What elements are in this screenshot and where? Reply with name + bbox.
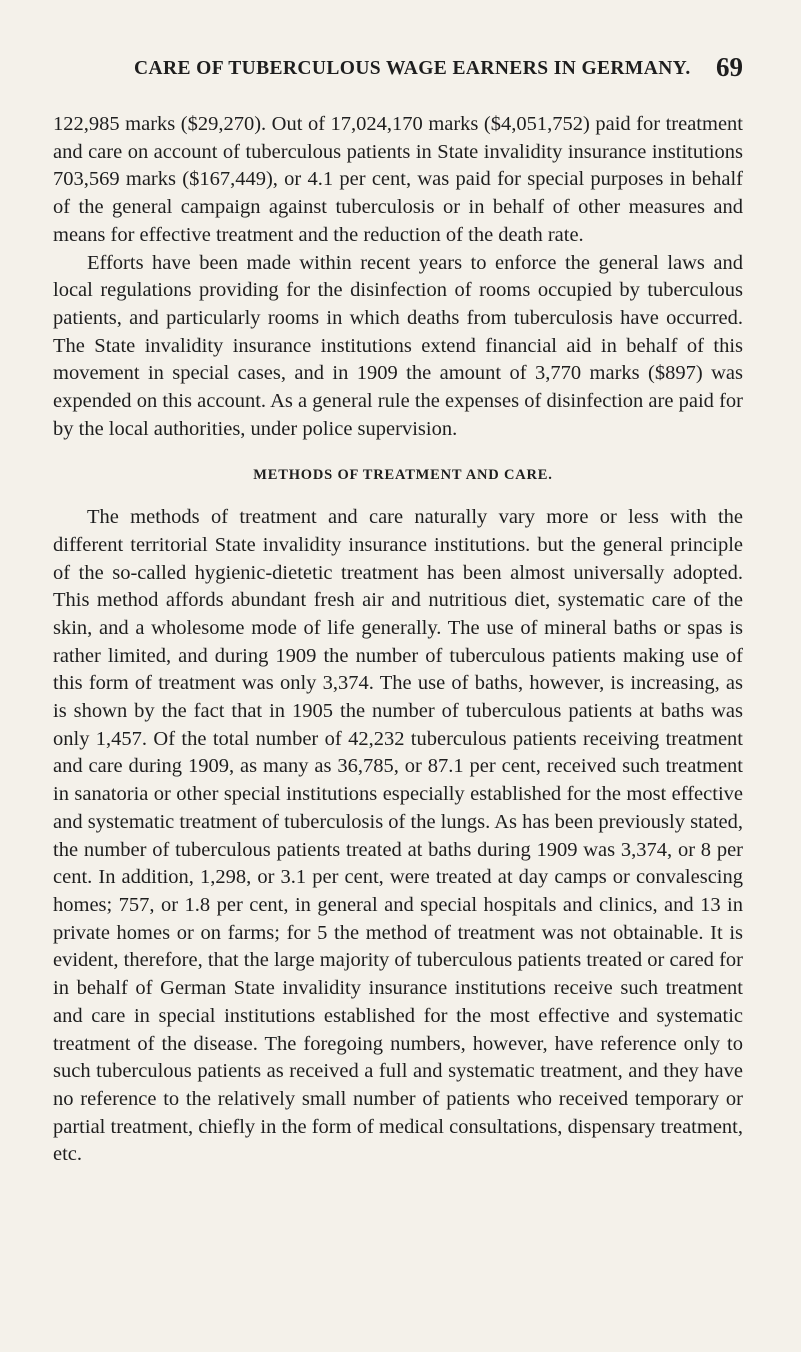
paragraph-1: 122,985 marks ($29,270). Out of 17,024,170 marks ($4,051,752) paid for treatment and care on account of tuberculous patients in State invalidity insurance institutions 703,569 marks ($167,449), or 4.1 per cent, was paid for special purposes in behalf of the general campaign against tuberculosis or in behalf of other measures and means for effective treatment and the reduction of the death rate. [53, 113, 743, 246]
page-number: 69 [716, 52, 743, 82]
running-header [53, 50, 743, 80]
running-title: CARE OF TUBERCULOUS WAGE EARNERS IN GERMANY. [134, 58, 691, 79]
section-heading: METHODS OF TREATMENT AND CARE. [253, 467, 553, 484]
paragraph-3: The methods of treatment and care naturally vary more or less with the different territorial State invalidity insurance institutions. but the general principle of the so-called hygienic-dietetic treatment has been almost universally adopted. This method affords abundant fresh air and nutritious diet, systematic care of the skin, and a wholesome mode of life generally. The use of mineral baths or spas is rather limited, and during 1909 the number of tuberculous patients making use of this form of treatment was only 3,374. The use of baths, however, is increasing, as is shown by the fact that in 1905 the number of tuberculous patients at baths was only 1,457. Of the total number of 42,232 tuberculous patients receiving treatment and care during 1909, as many as 36,785, or 87.1 per cent, received such treatment in sanatoria or other special institutions especially established for the most effective and systematic treatment of tuberculosis of the lungs. As has been previously stated, the number of tuberculous patients treated at baths during 1909 was 3,374, or 8 per cent. In addition, 1,298, or 3.1 per cent, were treated at day camps or convalescing homes; 757, or 1.8 per cent, in general and special hospitals and clinics, and 13 in private homes or on farms; for 5 the method of treatment was not obtainable. It is evident, therefore, that the large majority of tuberculous patients treated or cared for in behalf of German State invalidity insurance institutions receive such treatment and care in special institutions established for the most effective and systematic treatment of the disease. The foregoing numbers, however, have reference only to such tuberculous patients as received a full and systematic treatment, and they have no reference to the relatively small number of patients who received temporary or partial treatment, chiefly in the form of medical consultations, dispensary treatment, etc. [53, 506, 744, 1166]
body-text [53, 111, 743, 1169]
paragraph-2: Efforts have been made within recent years to enforce the general laws and local regulations providing for the disinfection of rooms occupied by tuberculous patients, and particularly rooms in which deaths from tuberculosis have occurred. The State invalidity insurance institutions extend financial aid in behalf of this movement in special cases, and in 1909 the amount of 3,770 marks ($897) was expended on this account. As a general rule the expenses of disinfection are paid for by the local authorities, under police supervision. [53, 251, 743, 440]
